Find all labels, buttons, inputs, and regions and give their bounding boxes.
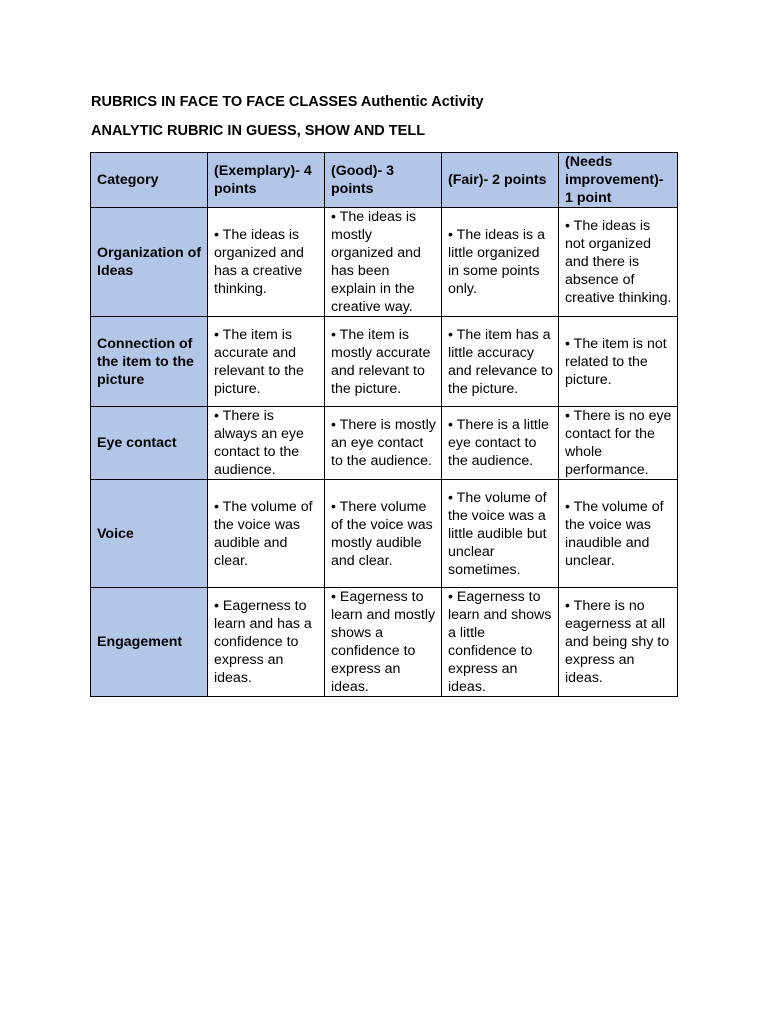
category-cell: Engagement	[91, 588, 208, 697]
header-fair: (Fair)- 2 points	[442, 153, 559, 208]
header-exemplary: (Exemplary)- 4 points	[208, 153, 325, 208]
criteria-cell-needs-improvement: • The volume of the voice was inaudible and unclear.	[559, 480, 678, 588]
criteria-cell-needs-improvement: • There is no eye contact for the whole performance.	[559, 407, 678, 480]
category-cell: Voice	[91, 480, 208, 588]
criteria-cell-fair: • Eagerness to learn and shows a little confidence to express an ideas.	[442, 588, 559, 697]
header-needs-improvement: (Needs improvement)- 1 point	[559, 153, 678, 208]
criteria-cell-needs-improvement: • The ideas is not organized and there is absence of creative thinking.	[559, 208, 678, 317]
table-row	[91, 588, 678, 697]
criteria-cell-fair: • The ideas is a little organized in some points only.	[442, 208, 559, 317]
criteria-cell-fair: • The item has a little accuracy and relevance to the picture.	[442, 317, 559, 407]
header-category: Category	[91, 153, 208, 208]
category-cell: Organization of Ideas	[91, 208, 208, 317]
table-row	[91, 208, 678, 317]
table-header-row	[91, 153, 678, 208]
criteria-cell-good: • The ideas is mostly organized and has been explain in the creative way.	[325, 208, 442, 317]
criteria-cell-good: • There is mostly an eye contact to the audience.	[325, 407, 442, 480]
category-cell: Connection of the item to the picture	[91, 317, 208, 407]
document-title: RUBRICS IN FACE TO FACE CLASSES Authentic Activity	[91, 94, 484, 110]
criteria-cell-needs-improvement: • There is no eagerness at all and being shy to express an ideas.	[559, 588, 678, 697]
criteria-cell-exemplary: • Eagerness to learn and has a confidence to express an ideas.	[208, 588, 325, 697]
criteria-cell-exemplary: • There is always an eye contact to the audience.	[208, 407, 325, 480]
criteria-cell-good: • Eagerness to learn and mostly shows a confidence to express an ideas.	[325, 588, 442, 697]
criteria-cell-exemplary: • The item is accurate and relevant to the picture.	[208, 317, 325, 407]
rubric-table	[90, 152, 678, 697]
rubric-subtitle: ANALYTIC RUBRIC IN GUESS, SHOW AND TELL	[91, 123, 426, 139]
criteria-cell-fair: • There is a little eye contact to the audience.	[442, 407, 559, 480]
criteria-cell-good: • There volume of the voice was mostly audible and clear.	[325, 480, 442, 588]
criteria-cell-good: • The item is mostly accurate and relevant to the picture.	[325, 317, 442, 407]
criteria-cell-exemplary: • The volume of the voice was audible and clear.	[208, 480, 325, 588]
table-row	[91, 317, 678, 407]
criteria-cell-fair: • The volume of the voice was a little audible but unclear sometimes.	[442, 480, 559, 588]
criteria-cell-exemplary: • The ideas is organized and has a creative thinking.	[208, 208, 325, 317]
table-row	[91, 407, 678, 480]
criteria-cell-needs-improvement: • The item is not related to the picture.	[559, 317, 678, 407]
header-good: (Good)- 3 points	[325, 153, 442, 208]
table-row	[91, 480, 678, 588]
category-cell: Eye contact	[91, 407, 208, 480]
